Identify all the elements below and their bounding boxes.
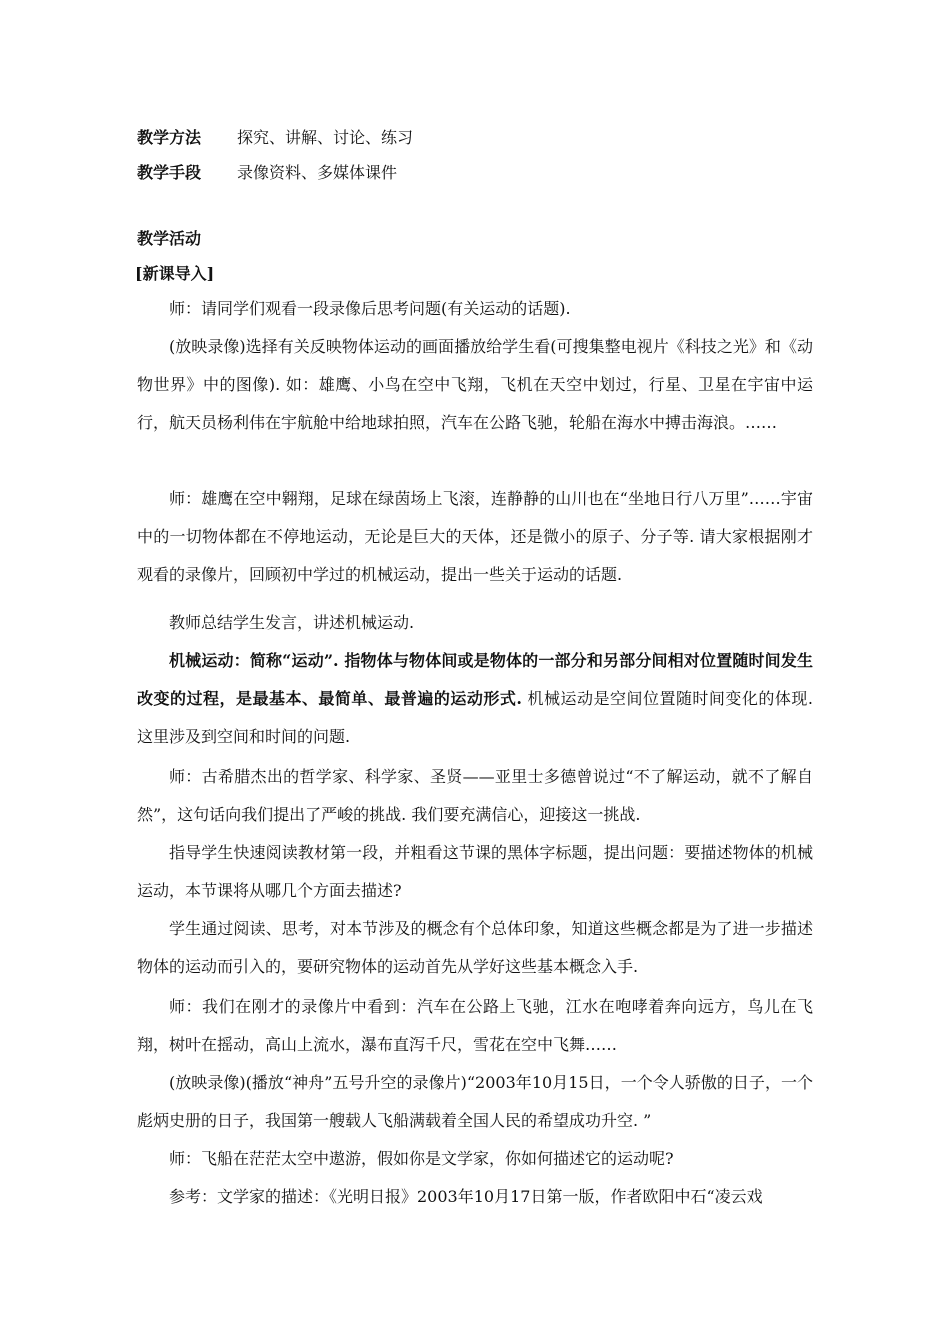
teaching-method-label: 教学方法 [137, 128, 202, 147]
paragraph-3: 师：雄鹰在空中翱翔，足球在绿茵场上飞滚，连静静的山川也在“坐地日行八万里”……宇宙中的一切物体都在不停地运动，无论是巨大的天体，还是微小的原子、分子等. 请大家根据刚才观看的录像片，回顾初中学过的机械运动，提出一些关于运动的话题. [137, 489, 813, 584]
paragraph-5 [137, 642, 813, 756]
paragraph-8: 学生通过阅读、思考，对本节涉及的概念有个总体印象，知道这些概念都是为了进一步描述物体的运动而引入的，要研究物体的运动首先从学好这些基本概念入手. [137, 919, 813, 976]
paragraph-2: (放映录像)选择有关反映物体运动的画面播放给学生看(可搜集整电视片《科技之光》和《动物世界》中的图像). 如：雄鹰、小鸟在空中飞翔，飞机在天空中划过，行星、卫星在宇宙中运行，航天员杨利伟在宇航舱中给地球拍照，汽车在公路飞驰，轮船在海水中搏击海浪。…… [137, 337, 813, 432]
paragraph-12: 参考：文学家的描述：《光明日报》2003年10月17日第一版，作者欧阳中石“凌云戏 [169, 1187, 763, 1206]
paragraph-11: 师：飞船在茫茫太空中遨游，假如你是文学家，你如何描述它的运动呢? [169, 1149, 674, 1168]
definition-rest: 机械运动是空间位置随时间变化的体现. 这里涉及到空间和时间的问题. [137, 689, 813, 746]
section-heading: [新课导入] [135, 264, 215, 283]
teaching-means-label: 教学手段 [137, 163, 202, 182]
paragraph-6: 师：古希腊杰出的哲学家、科学家、圣贤——亚里士多德曾说过“不了解运动，就不了解自然”，这句话向我们提出了严峻的挑战. 我们要充满信心，迎接这一挑战. [137, 767, 813, 824]
paragraph-1: 师：请同学们观看一段录像后思考问题(有关运动的话题). [169, 299, 571, 318]
teaching-means-value: 录像资料、多媒体课件 [237, 163, 398, 182]
paragraph-7: 指导学生快速阅读教材第一段，并粗看这节课的黑体字标题，提出问题：要描述物体的机械运动，本节课将从哪几个方面去描述? [137, 843, 813, 900]
teaching-method-row [137, 128, 413, 148]
teaching-means-row [137, 163, 397, 183]
definition-bold: 机械运动：简称“运动”. 指物体与物体间或是物体的一部分和另部分间相对位置随时间发生改变的过程，是最基本、最简单、最普遍的运动形式. [137, 651, 813, 708]
paragraph-9: 师：我们在刚才的录像片中看到：汽车在公路上飞驰，江水在咆哮着奔向远方，鸟儿在飞翔，树叶在摇动，高山上流水，瀑布直泻千尺，雪花在空中飞舞…… [137, 997, 813, 1054]
paragraph-10: (放映录像)(播放“神舟”五号升空的录像片)“2003年10月15日，一个令人骄傲的日子，一个彪炳史册的日子，我国第一艘载人飞船满载着全国人民的希望成功升空. ” [137, 1073, 813, 1130]
activity-heading: 教学活动 [137, 229, 202, 248]
paragraph-4: 教师总结学生发言，讲述机械运动. [169, 613, 415, 632]
teaching-method-value: 探究、讲解、讨论、练习 [237, 128, 414, 147]
